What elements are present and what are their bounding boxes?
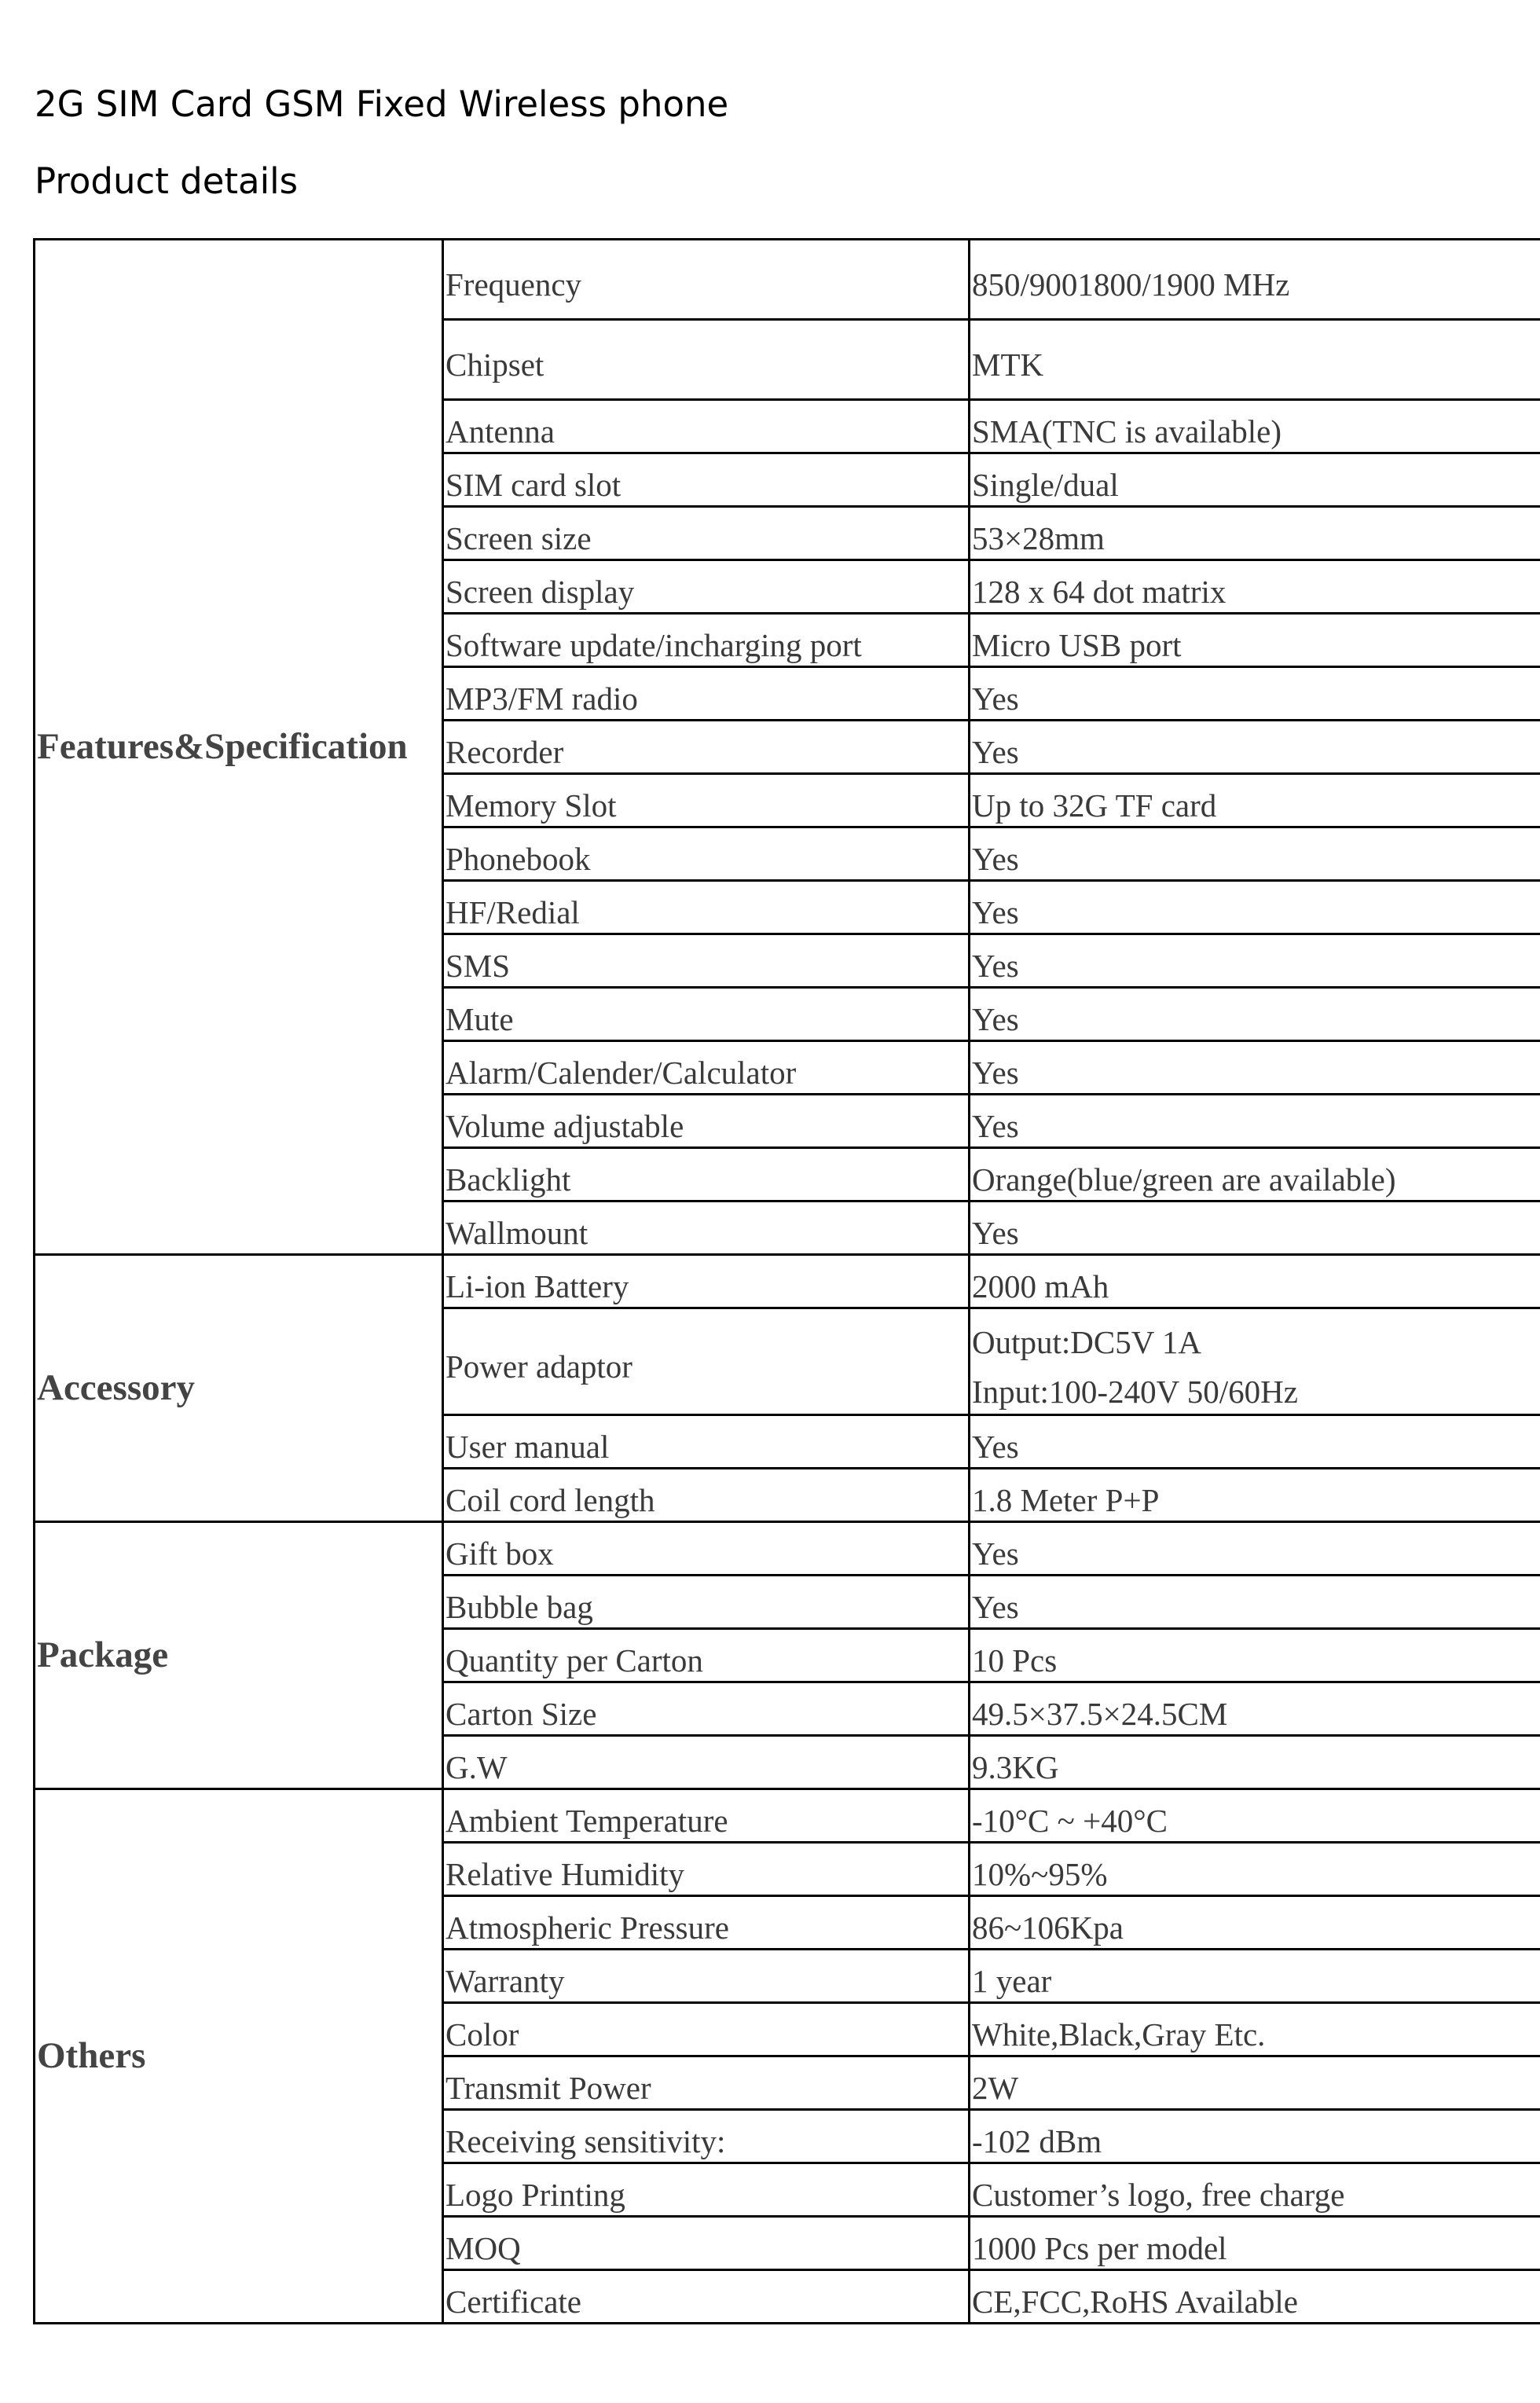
spec-value: 53×28mm (970, 507, 1540, 560)
spec-value: Yes (970, 1576, 1540, 1629)
spec-label: MOQ (443, 2217, 970, 2270)
category-cell: Accessory (35, 1255, 443, 1522)
spec-label: Software update/incharging port (443, 614, 970, 667)
spec-label: SMS (443, 934, 970, 988)
spec-label: Volume adjustable (443, 1095, 970, 1148)
spec-value: 10%~95% (970, 1843, 1540, 1896)
spec-label: Bubble bag (443, 1576, 970, 1629)
spec-label: Certificate (443, 2270, 970, 2324)
spec-value: 2W (970, 2056, 1540, 2110)
spec-label: Quantity per Carton (443, 1629, 970, 1682)
spec-label: Coil cord length (443, 1469, 970, 1522)
spec-label: Ambient Temperature (443, 1789, 970, 1843)
spec-value: 1000 Pcs per model (970, 2217, 1540, 2270)
spec-value: 2000 mAh (970, 1255, 1540, 1308)
spec-label: G.W (443, 1736, 970, 1789)
spec-value: -102 dBm (970, 2110, 1540, 2163)
spec-table (33, 238, 1540, 2324)
spec-value (970, 1308, 1540, 1415)
table-row (35, 1789, 1540, 1843)
category-cell: Features&Specification (35, 240, 443, 1255)
section-heading: Product details (35, 160, 299, 202)
spec-label: Wallmount (443, 1202, 970, 1255)
spec-value: SMA(TNC is available) (970, 400, 1540, 453)
spec-value: 9.3KG (970, 1736, 1540, 1789)
spec-label: Antenna (443, 400, 970, 453)
category-cell: Others (35, 1789, 443, 2324)
category-cell: Package (35, 1522, 443, 1789)
spec-value: Customer’s logo, free charge (970, 2163, 1540, 2217)
spec-value: Yes (970, 1095, 1540, 1148)
spec-label: Screen display (443, 560, 970, 614)
spec-label: Memory Slot (443, 774, 970, 827)
spec-value: White,Black,Gray Etc. (970, 2003, 1540, 2056)
spec-label: Alarm/Calender/Calculator (443, 1041, 970, 1095)
spec-value: Yes (970, 667, 1540, 721)
spec-value: Yes (970, 881, 1540, 934)
spec-label: Gift box (443, 1522, 970, 1576)
spec-value: Yes (970, 1041, 1540, 1095)
table-row (35, 1522, 1540, 1576)
spec-value: Yes (970, 988, 1540, 1041)
spec-value: 1.8 Meter P+P (970, 1469, 1540, 1522)
spec-value: Yes (970, 1522, 1540, 1576)
spec-label: Backlight (443, 1148, 970, 1202)
spec-label: Relative Humidity (443, 1843, 970, 1896)
table-row (35, 1255, 1540, 1308)
spec-value: MTK (970, 320, 1540, 400)
spec-label: Frequency (443, 240, 970, 320)
spec-label: HF/Redial (443, 881, 970, 934)
spec-label: Color (443, 2003, 970, 2056)
spec-value: Orange(blue/green are available) (970, 1148, 1540, 1202)
spec-value: 1 year (970, 1950, 1540, 2003)
spec-value: Yes (970, 721, 1540, 774)
spec-label: Recorder (443, 721, 970, 774)
spec-label: Chipset (443, 320, 970, 400)
spec-label: Li-ion Battery (443, 1255, 970, 1308)
spec-value: Yes (970, 934, 1540, 988)
spec-value: 128 x 64 dot matrix (970, 560, 1540, 614)
spec-label: Carton Size (443, 1682, 970, 1736)
spec-value-line: Input:100-240V 50/60Hz (972, 1373, 1298, 1410)
spec-label: Warranty (443, 1950, 970, 2003)
spec-value: 850/9001800/1900 MHz (970, 240, 1540, 320)
spec-value: Yes (970, 1415, 1540, 1469)
spec-value: -10°C ~ +40°C (970, 1789, 1540, 1843)
spec-value: 10 Pcs (970, 1629, 1540, 1682)
spec-value: Single/dual (970, 453, 1540, 507)
spec-label: Atmospheric Pressure (443, 1896, 970, 1950)
spec-label: SIM card slot (443, 453, 970, 507)
spec-value: Micro USB port (970, 614, 1540, 667)
spec-value: CE,FCC,RoHS Available (970, 2270, 1540, 2324)
spec-label: Screen size (443, 507, 970, 560)
spec-value: 49.5×37.5×24.5CM (970, 1682, 1540, 1736)
spec-label: Power adaptor (443, 1308, 970, 1415)
spec-label: User manual (443, 1415, 970, 1469)
spec-label: Receiving sensitivity: (443, 2110, 970, 2163)
spec-label: Transmit Power (443, 2056, 970, 2110)
page-title: 2G SIM Card GSM Fixed Wireless phone (35, 83, 729, 125)
spec-value-line: Output:DC5V 1A (972, 1323, 1201, 1360)
spec-label: Phonebook (443, 827, 970, 881)
spec-value: 86~106Kpa (970, 1896, 1540, 1950)
spec-value: Yes (970, 827, 1540, 881)
spec-value: Up to 32G TF card (970, 774, 1540, 827)
table-row (35, 240, 1540, 320)
spec-value: Yes (970, 1202, 1540, 1255)
spec-label: Logo Printing (443, 2163, 970, 2217)
spec-label: Mute (443, 988, 970, 1041)
spec-label: MP3/FM radio (443, 667, 970, 721)
